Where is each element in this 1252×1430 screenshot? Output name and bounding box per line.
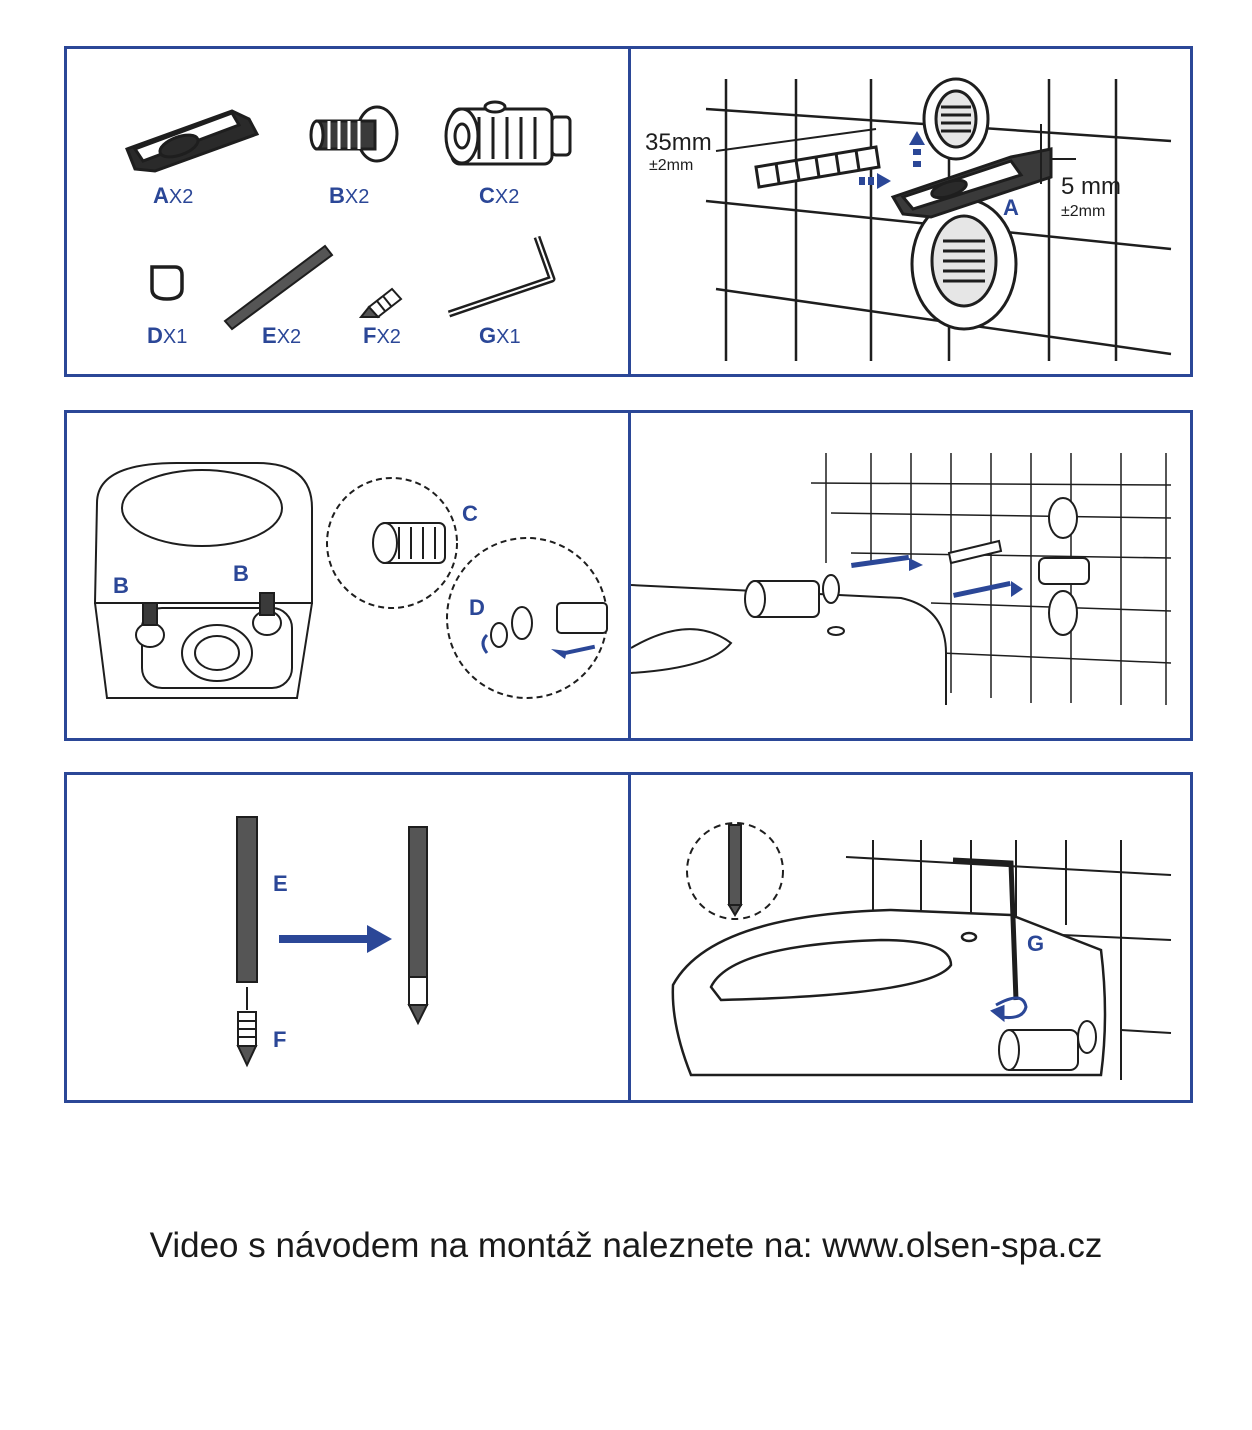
part-d-label: DX1 [147, 323, 188, 348]
direction-arrows [851, 555, 1023, 598]
tolerance-top: ±2mm [649, 157, 694, 174]
part-a-label: AX2 [153, 183, 194, 208]
grub-screw-f [238, 987, 256, 1065]
part-d-icon [152, 267, 182, 299]
label-d: D [469, 595, 485, 620]
step-5-panel [631, 775, 1190, 1100]
anchor-in-hand [373, 523, 445, 563]
part-f-label: FX2 [363, 323, 401, 348]
dimension-5mm: 5 mm [1061, 173, 1121, 200]
part-g-label: GX1 [479, 323, 521, 348]
part-a-icon [127, 111, 257, 171]
video-link-text: Video s návodem na montáž naleznete na: www.olsen-spa.cz [149, 1226, 1103, 1265]
assembled-rod [409, 827, 427, 1023]
label-b-right: B [233, 561, 249, 586]
step-3-panel [631, 413, 1190, 738]
step-1-panel [631, 49, 1190, 374]
bolt-right [253, 593, 281, 635]
label-c: C [462, 501, 478, 526]
label-f: F [273, 1027, 287, 1052]
assembly-arrow [279, 925, 392, 953]
part-c-icon [446, 102, 570, 164]
label-g: G [1027, 931, 1045, 956]
bowl-underside-illustration [67, 413, 628, 738]
part-f-icon [361, 289, 401, 317]
row-3 [64, 772, 1193, 1103]
final-tightening-illustration [631, 775, 1190, 1100]
wall-anchor-illustration [631, 49, 1190, 374]
part-b-label: BX2 [329, 183, 370, 208]
parts-list-panel [67, 49, 628, 374]
part-e-icon [225, 246, 332, 329]
part-g-icon [449, 237, 552, 314]
step-4-panel [67, 775, 628, 1100]
label-e: E [273, 871, 288, 896]
dimension-35mm: 35mm [645, 129, 712, 156]
wall-plates [949, 498, 1089, 635]
part-c-label: CX2 [479, 183, 520, 208]
rod-e [237, 817, 257, 982]
part-b-icon [311, 107, 397, 161]
part-e-label: EX2 [262, 323, 302, 348]
label-a: A [1003, 195, 1019, 220]
label-b-left: B [113, 573, 129, 598]
bolt-left [136, 603, 164, 647]
step-2-panel [67, 413, 628, 738]
mounting-plate-bottom [912, 199, 1016, 329]
detail-rod [729, 825, 741, 915]
row-2 [64, 410, 1193, 741]
mounting-plate-top [924, 79, 988, 159]
anchor-install [491, 603, 607, 647]
tolerance-right: ±2mm [1061, 203, 1106, 220]
rod-and-screw-illustration [67, 775, 628, 1100]
bowl-to-wall-illustration [631, 413, 1190, 738]
row-1 [64, 46, 1193, 377]
